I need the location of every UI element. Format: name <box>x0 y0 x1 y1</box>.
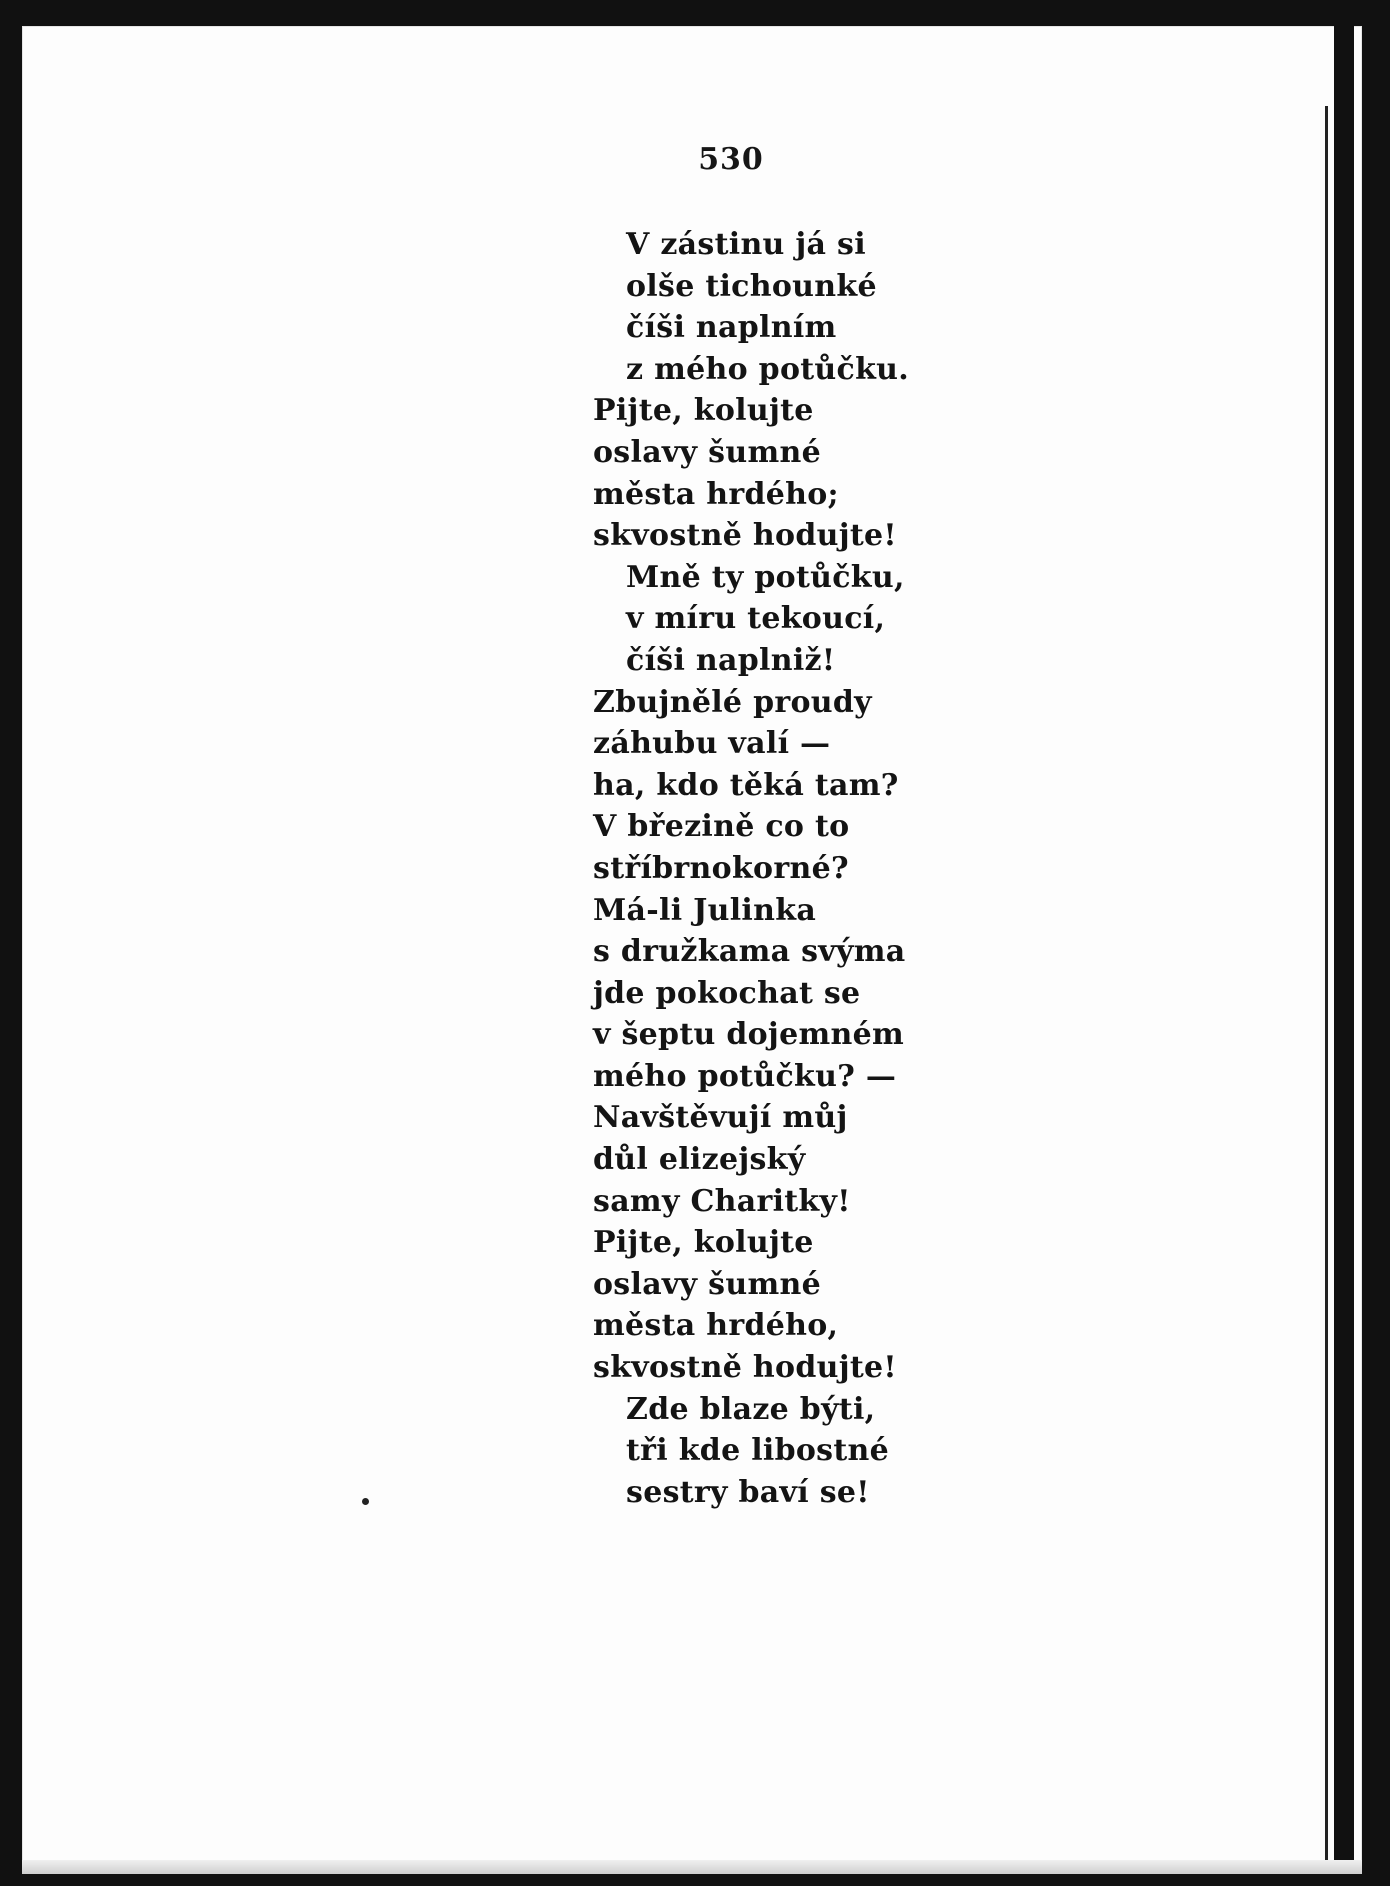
verse-line: skvostně hodujte! <box>593 518 897 554</box>
poem <box>593 224 909 1513</box>
verse-line: mého potůčku? — <box>593 1058 897 1094</box>
verse-line: v šeptu dojemném <box>593 1017 905 1053</box>
page-right-edge <box>1334 26 1354 1874</box>
verse-line: číši naplniž! <box>626 642 836 678</box>
page-number: 530 <box>698 142 764 177</box>
verse-line: záhubu valí — <box>593 726 831 762</box>
verse-line: Pijte, kolujte <box>593 1225 814 1261</box>
verse-line: v míru tekoucí, <box>626 601 886 637</box>
verse-line: s družkama svýma <box>593 934 906 970</box>
verse-line: číši naplním <box>626 310 837 346</box>
verse-line: stříbrnokorné? <box>593 850 849 886</box>
verse-line: samy Charitky! <box>593 1183 851 1219</box>
verse-line: Mně ty potůčku, <box>626 559 905 595</box>
verse-line: Navštěvují můj <box>593 1100 848 1136</box>
page-bottom-edge <box>22 1860 1362 1874</box>
verse-line: Pijte, kolujte <box>593 393 814 429</box>
verse-line: olše tichounké <box>626 268 877 304</box>
ink-speck <box>362 1498 369 1505</box>
verse-line: Zde blaze býti, <box>626 1391 876 1427</box>
verse-line: Má-li Julinka <box>593 892 817 928</box>
verse-line: oslavy šumné <box>593 1266 821 1302</box>
verse-line: V zástinu já si <box>626 227 866 262</box>
page-binding-line <box>1325 106 1328 1866</box>
verse-line: sestry baví se! <box>626 1474 870 1510</box>
verse-line: důl elizejský <box>593 1142 806 1178</box>
verse-line: ha, kdo těká tam? <box>593 767 899 803</box>
verse-line: jde pokochat se <box>593 975 861 1011</box>
verse-line: Zbujnělé proudy <box>593 684 872 720</box>
verse-line: skvostně hodujte! <box>593 1350 897 1386</box>
verse-line: z mého potůčku. <box>626 351 910 387</box>
verse-line: města hrdého; <box>593 476 839 512</box>
verse-line: V březině co to <box>593 809 850 845</box>
verse-line: města hrdého, <box>593 1308 839 1344</box>
verse-line: oslavy šumné <box>593 434 821 470</box>
verse-line: tři kde libostné <box>626 1433 890 1469</box>
